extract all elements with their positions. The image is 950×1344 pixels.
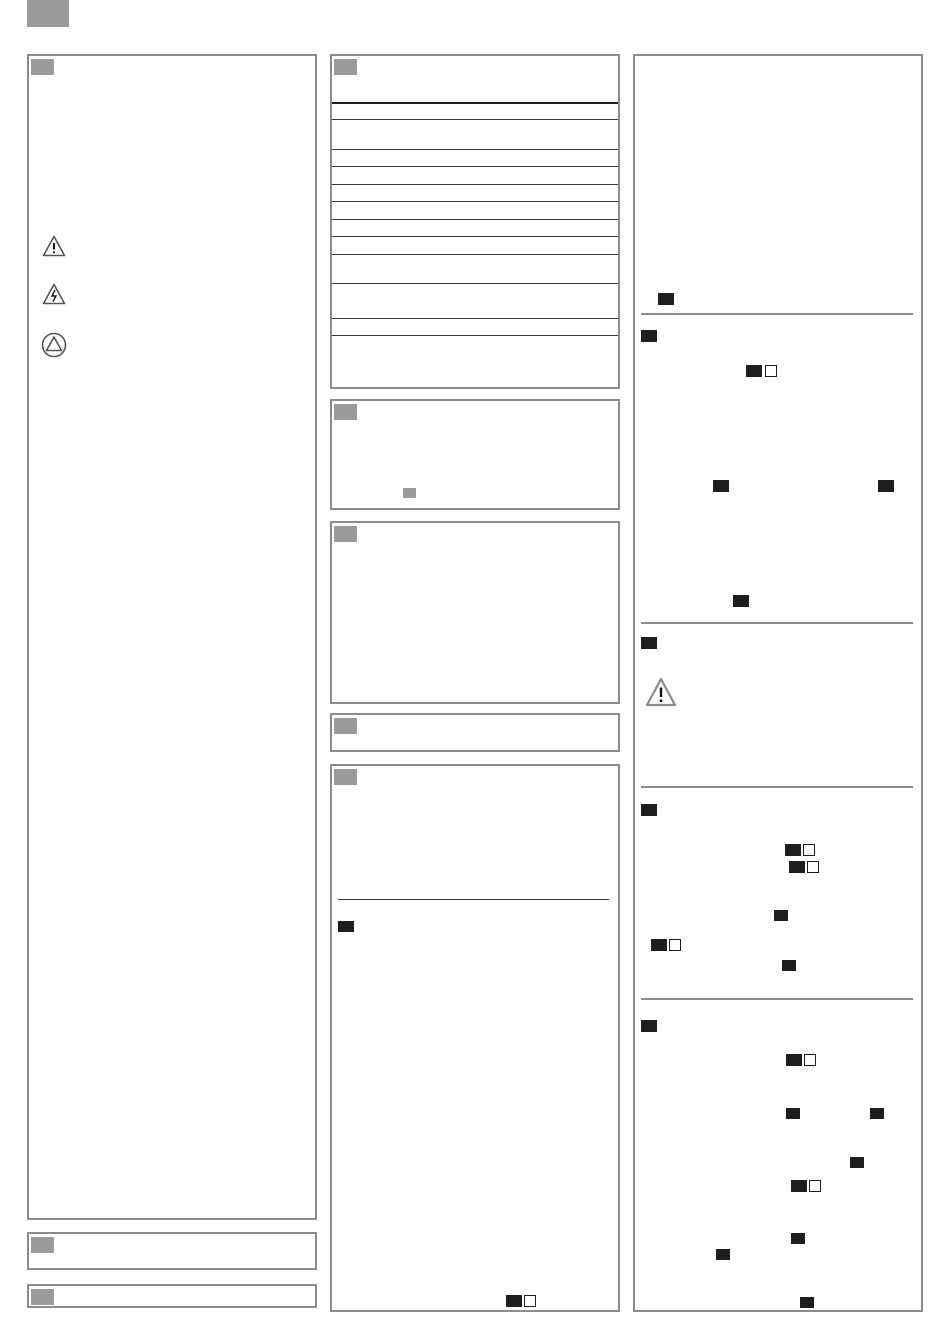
figure-ref-box (669, 939, 681, 951)
section-divider (641, 998, 913, 1000)
table-row-rule (332, 318, 618, 319)
section-divider (641, 313, 913, 315)
step-marker (641, 804, 657, 816)
left-section-small-2 (27, 1284, 317, 1308)
middle-section-4 (330, 713, 620, 752)
figure-ref-marker (782, 960, 796, 971)
table-row-rule (332, 166, 618, 167)
figure-ref-marker (506, 1295, 522, 1307)
warning-triangle-icon (42, 235, 66, 257)
electrical-hazard-icon (42, 283, 66, 305)
figure-ref-box (765, 365, 777, 377)
figure-ref-box (524, 1295, 536, 1307)
table-row-rule (332, 335, 618, 336)
figure-ref-box (803, 844, 815, 856)
figure-ref-marker (789, 861, 805, 873)
section-divider (641, 786, 913, 788)
section-divider (338, 899, 609, 900)
step-marker (338, 921, 354, 932)
figure-ref-marker (713, 480, 729, 492)
step-marker (641, 637, 657, 649)
table-row-rule (332, 201, 618, 202)
figure-ref-box (809, 1180, 821, 1192)
table-row-rule (332, 254, 618, 255)
table-row-rule (332, 119, 618, 120)
table-row-rule (332, 184, 618, 185)
table-row-rule (332, 236, 618, 237)
table-row-rule (332, 219, 618, 220)
middle-section-2 (330, 399, 620, 510)
step-marker (641, 330, 657, 342)
figure-ref-marker (878, 480, 894, 492)
figure-ref-marker (746, 365, 762, 377)
table-header-rule (332, 102, 618, 104)
middle-section-table (330, 54, 620, 389)
recycle-triangle-icon (41, 332, 67, 358)
middle-section-4-tag (334, 718, 357, 734)
figure-ref-marker (791, 1233, 805, 1244)
figure-ref-marker (791, 1180, 807, 1192)
figure-ref-box (807, 861, 819, 873)
figure-ref-marker (870, 1108, 884, 1119)
middle-section-table-tag (334, 59, 357, 75)
figure-ref-marker (785, 844, 801, 856)
middle-section-3-tag (334, 526, 357, 542)
left-section-small-1-tag (31, 1237, 54, 1253)
middle-section-2-tag (334, 404, 357, 420)
figure-ref-marker (786, 1108, 800, 1119)
middle-section-5-tag (334, 769, 357, 785)
step-marker (658, 293, 674, 305)
figure-ref-marker (850, 1157, 864, 1168)
warning-triangle-icon (645, 677, 677, 707)
left-section-main-tag (31, 59, 54, 75)
figure-ref-marker (651, 939, 667, 951)
figure-ref-marker (733, 595, 749, 607)
figure-ref-box (804, 1054, 816, 1066)
step-marker (641, 1020, 657, 1032)
left-section-small-2-tag (31, 1289, 54, 1305)
middle-section-3 (330, 521, 620, 704)
table-row-rule (332, 283, 618, 284)
section-divider (641, 622, 913, 624)
left-section-small-1 (27, 1232, 317, 1270)
figure-ref-marker (716, 1249, 730, 1260)
figure-ref-marker (800, 1297, 814, 1308)
page-header-tag (27, 0, 69, 27)
figure-ref-marker (786, 1054, 802, 1066)
table-row-rule (332, 149, 618, 150)
left-section-main (27, 54, 317, 1220)
figure-ref-marker (774, 910, 788, 921)
middle-section-5 (330, 764, 620, 1312)
inline-reference-marker (403, 488, 416, 498)
